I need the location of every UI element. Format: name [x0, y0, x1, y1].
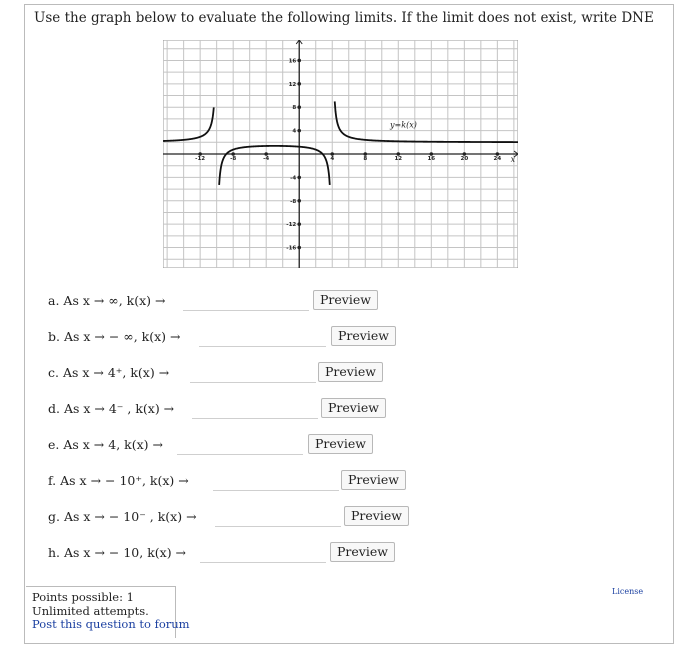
y-tick-mark: [297, 199, 301, 203]
part-f-row: [48, 469, 189, 491]
part-g-letter: g.: [48, 508, 60, 524]
part-f-preview-button[interactable]: Preview: [341, 470, 406, 490]
part-e-prompt: As x → 4, k(x) →: [63, 436, 163, 452]
y-tick-label: 4: [292, 128, 297, 135]
part-b-row: [48, 325, 181, 347]
part-d-answer-input[interactable]: [192, 398, 318, 419]
part-f-prompt: As x → − 10⁺, k(x) →: [60, 472, 189, 488]
x-tick-label: -8: [230, 156, 237, 162]
part-a-prompt: As x → ∞, k(x) →: [63, 292, 166, 308]
part-c-answer-input[interactable]: [190, 362, 316, 383]
y-tick-label: -16: [286, 245, 297, 252]
part-f-answer-input[interactable]: [213, 470, 339, 491]
x-tick-label: -4: [263, 156, 270, 162]
license-link[interactable]: License: [612, 587, 644, 596]
info-box: [26, 586, 190, 638]
part-d-prompt: As x → 4⁻ , k(x) →: [63, 400, 175, 416]
y-tick-label: 16: [288, 58, 297, 65]
part-b-prompt: As x → − ∞, k(x) →: [63, 328, 181, 344]
y-tick-mark: [297, 176, 301, 180]
part-g-answer-input[interactable]: [215, 506, 341, 527]
x-tick-label: 4: [330, 156, 335, 162]
part-g-prompt: As x → − 10⁻ , k(x) →: [63, 508, 197, 524]
part-d-row: [48, 397, 174, 419]
y-tick-mark: [297, 246, 301, 250]
y-tick-label: -12: [286, 222, 297, 229]
x-tick-label: 20: [460, 156, 469, 162]
part-f-letter: f.: [48, 472, 57, 488]
part-h-preview-button[interactable]: Preview: [330, 542, 395, 562]
part-e-answer-input[interactable]: [177, 434, 303, 455]
points-possible: Points possible: 1: [32, 590, 134, 604]
part-d-preview-button[interactable]: Preview: [321, 398, 386, 418]
question-text: Use the graph below to evaluate the following limits. If the limit does not exist, write DNE: [34, 10, 654, 26]
post-to-forum-link[interactable]: Post this question to forum: [32, 617, 190, 631]
x-axis-label: x: [510, 155, 516, 164]
y-tick-mark: [297, 222, 301, 226]
y-tick-mark: [297, 59, 301, 63]
part-c-letter: c.: [48, 364, 59, 380]
y-tick-label: -8: [290, 198, 297, 205]
y-tick-mark: [297, 105, 301, 109]
x-tick-label: 16: [427, 156, 436, 162]
part-d-letter: d.: [48, 400, 60, 416]
part-a-row: [48, 289, 166, 311]
curve-label: y=k(x): [390, 120, 417, 130]
y-tick-label: 12: [288, 81, 297, 88]
part-h-prompt: As x → − 10, k(x) →: [64, 544, 187, 560]
part-e-preview-button[interactable]: Preview: [308, 434, 373, 454]
part-h-row: [48, 541, 186, 563]
part-h-letter: h.: [48, 544, 61, 560]
part-g-row: [48, 505, 197, 527]
part-c-prompt: As x → 4⁺, k(x) →: [62, 364, 170, 380]
function-graph: [163, 40, 518, 268]
y-tick-mark: [297, 82, 301, 86]
part-e-row: [48, 433, 163, 455]
part-b-answer-input[interactable]: [199, 326, 326, 347]
attempts: Unlimited attempts.: [32, 603, 149, 618]
part-a-letter: a.: [48, 292, 60, 308]
part-g-preview-button[interactable]: Preview: [344, 506, 409, 526]
part-e-letter: e.: [48, 436, 60, 452]
y-tick-mark: [297, 129, 301, 133]
y-tick-label: 8: [292, 105, 297, 112]
part-h-answer-input[interactable]: [200, 542, 326, 563]
x-tick-label: 12: [394, 156, 403, 162]
part-c-row: [48, 361, 169, 383]
part-a-answer-input[interactable]: [183, 290, 309, 311]
x-tick-label: 8: [363, 156, 368, 162]
x-tick-label: -12: [195, 156, 206, 162]
part-b-preview-button[interactable]: Preview: [331, 326, 396, 346]
x-tick-label: 24: [493, 156, 502, 162]
part-c-preview-button[interactable]: Preview: [318, 362, 383, 382]
part-b-letter: b.: [48, 328, 60, 344]
part-a-preview-button[interactable]: Preview: [313, 290, 378, 310]
y-tick-label: -4: [290, 175, 297, 182]
